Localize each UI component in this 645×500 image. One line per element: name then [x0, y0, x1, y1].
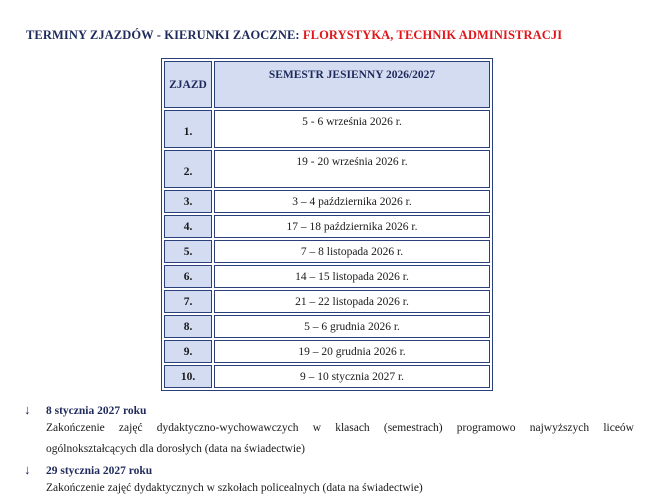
table-header-row [164, 61, 490, 108]
table-row [164, 190, 490, 213]
table-row [164, 290, 490, 313]
down-arrow-icon: ↓ [24, 462, 31, 477]
table-row [164, 340, 490, 363]
note-header [24, 402, 634, 418]
row-date: 19 - 20 września 2026 r. [214, 150, 490, 188]
row-number: 9. [164, 340, 212, 363]
row-number: 3. [164, 190, 212, 213]
down-arrow-icon: ↓ [24, 402, 31, 417]
row-number: 6. [164, 265, 212, 288]
table-row [164, 150, 490, 188]
note-text: Zakończenie zajęć dydaktyczno-wychowawczych w klasach (semestrach) programowo najwyższych liceów ogólnokształcących dla dorosłych (data na świadectwie) [46, 422, 634, 455]
row-number: 7. [164, 290, 212, 313]
row-date: 7 – 8 listopada 2026 r. [214, 240, 490, 263]
row-date: 3 – 4 października 2026 r. [214, 190, 490, 213]
row-date: 17 – 18 października 2026 r. [214, 215, 490, 238]
table-row [164, 240, 490, 263]
header-semestr: SEMESTR JESIENNY 2026/2027 [214, 61, 490, 108]
row-number: 2. [164, 150, 212, 188]
table-row [164, 265, 490, 288]
row-date: 14 – 15 listopada 2026 r. [214, 265, 490, 288]
table-row [164, 215, 490, 238]
schedule-table [161, 58, 493, 391]
note-date: 8 stycznia 2027 roku [46, 405, 147, 417]
header-zjazd: ZJAZD [164, 61, 212, 108]
row-number: 8. [164, 315, 212, 338]
note-text: Zakończenie zajęć dydaktycznych w szkołach policealnych (data na świadectwie) [46, 482, 423, 494]
note-item [24, 462, 634, 499]
page-title [26, 28, 562, 43]
row-date: 19 – 20 grudnia 2026 r. [214, 340, 490, 363]
row-number: 10. [164, 365, 212, 388]
row-date: 5 – 6 grudnia 2026 r. [214, 315, 490, 338]
row-number: 4. [164, 215, 212, 238]
table-row [164, 110, 490, 148]
row-date: 21 – 22 listopada 2026 r. [214, 290, 490, 313]
row-number: 5. [164, 240, 212, 263]
row-number: 1. [164, 110, 212, 148]
note-date: 29 stycznia 2027 roku [46, 465, 153, 477]
table-row [164, 365, 490, 388]
title-prefix: TERMINY ZJAZDÓW - KIERUNKI ZAOCZNE: [26, 28, 303, 42]
table-row [164, 315, 490, 338]
row-date: 9 – 10 stycznia 2027 r. [214, 365, 490, 388]
notes-section [24, 402, 634, 499]
note-item [24, 402, 634, 460]
title-highlight: FLORYSTYKA, TECHNIK ADMINISTRACJI [302, 28, 563, 42]
row-date: 5 - 6 września 2026 r. [214, 110, 490, 148]
note-header [24, 462, 634, 478]
